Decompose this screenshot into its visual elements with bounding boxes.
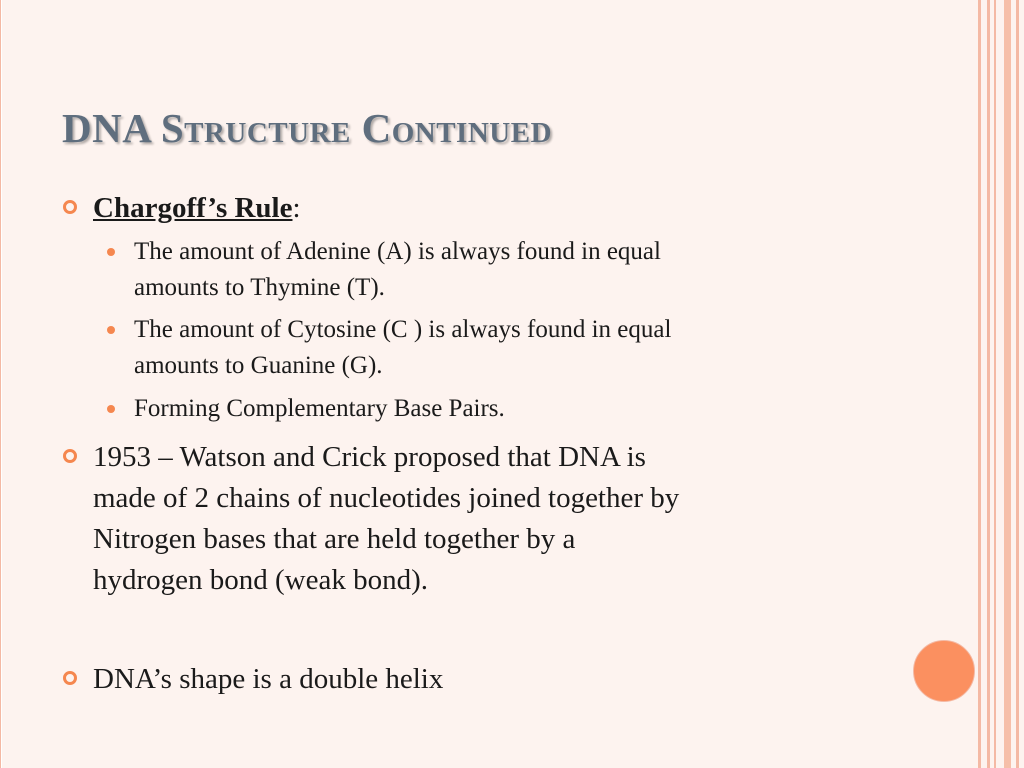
decorative-circle — [913, 640, 975, 702]
bullet-ring-icon — [63, 200, 77, 214]
sub-bullet-line: The amount of Adenine (A) is always found in equal — [134, 238, 661, 265]
heading-colon: : — [292, 192, 301, 224]
stripe — [1004, 0, 1011, 768]
sub-bullet-base-pairs — [134, 391, 505, 427]
bullet-watson-crick — [93, 437, 679, 601]
stripe — [978, 0, 981, 768]
sub-bullet-adenine — [134, 234, 661, 306]
bullet-chargoff-rule — [93, 188, 301, 229]
bullet-line: 1953 – Watson and Crick proposed that DNA is — [93, 441, 646, 473]
sub-bullet-line: amounts to Thymine (T). — [134, 274, 385, 301]
slide-title: DNA Structure Continued — [62, 105, 553, 151]
stripe — [994, 0, 996, 768]
bullet-ring-icon — [63, 671, 77, 685]
bullet-line: made of 2 chains of nucleotides joined together by — [93, 482, 680, 514]
sub-bullet-line: Forming Complementary Base Pairs. — [134, 395, 505, 422]
sub-bullet-line: The amount of Cytosine (C ) is always found in equal — [134, 316, 672, 343]
bullet-text: DNA’s shape is a double helix — [93, 663, 444, 695]
left-border — [0, 0, 1, 768]
bullet-ring-icon — [63, 449, 77, 463]
bullet-dot-icon — [107, 326, 115, 334]
bullet-dot-icon — [107, 405, 115, 413]
right-stripe-decoration — [978, 0, 1024, 768]
bullet-double-helix — [93, 659, 443, 700]
sub-bullet-cytosine — [134, 312, 671, 384]
stripe — [987, 0, 990, 768]
bullet-line: Nitrogen bases that are held together by a — [93, 523, 576, 555]
bullet-dot-icon — [107, 248, 115, 256]
chargoff-rule-heading: Chargoff’s Rule — [93, 192, 293, 224]
bullet-line: hydrogen bond (weak bond). — [93, 564, 429, 596]
stripe — [1016, 0, 1019, 768]
sub-bullet-line: amounts to Guanine (G). — [134, 352, 383, 379]
